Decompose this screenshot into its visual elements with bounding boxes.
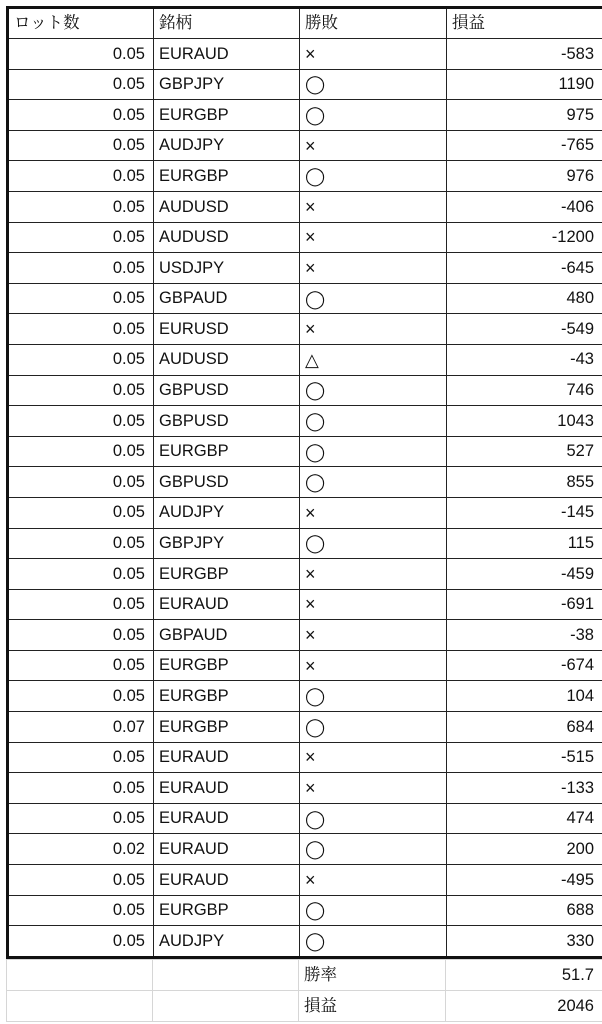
table-row: [8, 467, 602, 498]
lot-cell[interactable]: 0.05: [8, 926, 154, 958]
profit-cell[interactable]: -515: [447, 742, 602, 773]
symbol-cell[interactable]: EURUSD: [154, 314, 300, 345]
result-cell[interactable]: ×: [300, 589, 447, 620]
result-cell[interactable]: ◯: [300, 834, 447, 865]
table-row: [8, 100, 602, 131]
profit-cell[interactable]: 1043: [447, 406, 602, 437]
table-row: [8, 69, 602, 100]
empty-cell[interactable]: [7, 990, 153, 1021]
result-cell[interactable]: ×: [300, 620, 447, 651]
summary-row-profit: [7, 990, 602, 1021]
lot-cell[interactable]: 0.05: [8, 283, 154, 314]
result-cell[interactable]: ×: [300, 253, 447, 284]
profit-cell[interactable]: 688: [447, 895, 602, 926]
table-row: [8, 803, 602, 834]
symbol-cell[interactable]: USDJPY: [154, 253, 300, 284]
header-row: [8, 8, 602, 39]
lot-cell[interactable]: 0.05: [8, 161, 154, 192]
table-row: [8, 130, 602, 161]
lot-cell[interactable]: 0.05: [8, 528, 154, 559]
symbol-cell[interactable]: EURAUD: [154, 589, 300, 620]
result-cell[interactable]: ◯: [300, 436, 447, 467]
symbol-cell[interactable]: EURAUD: [154, 803, 300, 834]
symbol-cell[interactable]: GBPUSD: [154, 375, 300, 406]
profit-cell[interactable]: -43: [447, 344, 602, 375]
profit-cell[interactable]: -406: [447, 191, 602, 222]
profit-cell[interactable]: 527: [447, 436, 602, 467]
profit-cell[interactable]: 200: [447, 834, 602, 865]
result-cell[interactable]: ◯: [300, 375, 447, 406]
lot-cell[interactable]: 0.05: [8, 344, 154, 375]
trade-table-body: [8, 8, 602, 958]
lot-cell[interactable]: 0.05: [8, 589, 154, 620]
profit-cell[interactable]: 975: [447, 100, 602, 131]
result-cell[interactable]: ◯: [300, 406, 447, 437]
result-cell[interactable]: ◯: [300, 895, 447, 926]
symbol-cell[interactable]: AUDUSD: [154, 222, 300, 253]
symbol-cell[interactable]: EURGBP: [154, 436, 300, 467]
profit-cell[interactable]: 480: [447, 283, 602, 314]
summary-table: [6, 959, 602, 1022]
symbol-cell[interactable]: EURAUD: [154, 773, 300, 804]
trade-table: [6, 6, 602, 959]
empty-cell[interactable]: [7, 959, 153, 990]
profit-cell[interactable]: 1190: [447, 69, 602, 100]
result-cell[interactable]: ×: [300, 497, 447, 528]
lot-cell[interactable]: 0.05: [8, 436, 154, 467]
summary-label[interactable]: 勝率: [299, 959, 446, 990]
lot-cell[interactable]: 0.05: [8, 650, 154, 681]
table-row: [8, 222, 602, 253]
lot-cell[interactable]: 0.05: [8, 69, 154, 100]
table-row: [8, 375, 602, 406]
table-row: [8, 39, 602, 70]
profit-cell[interactable]: -674: [447, 650, 602, 681]
table-row: [8, 650, 602, 681]
symbol-cell[interactable]: EURGBP: [154, 100, 300, 131]
header-result[interactable]: 勝敗: [300, 8, 447, 39]
table-row: [8, 344, 602, 375]
table-row: [8, 865, 602, 896]
result-cell[interactable]: ◯: [300, 528, 447, 559]
table-row: [8, 773, 602, 804]
profit-cell[interactable]: -495: [447, 865, 602, 896]
lot-cell[interactable]: 0.05: [8, 895, 154, 926]
result-cell[interactable]: ×: [300, 39, 447, 70]
table-row: [8, 406, 602, 437]
result-cell[interactable]: ◯: [300, 467, 447, 498]
lot-cell[interactable]: 0.05: [8, 222, 154, 253]
symbol-cell[interactable]: GBPJPY: [154, 69, 300, 100]
table-row: [8, 895, 602, 926]
symbol-cell[interactable]: EURGBP: [154, 161, 300, 192]
result-cell[interactable]: ◯: [300, 69, 447, 100]
result-cell[interactable]: ×: [300, 222, 447, 253]
profit-cell[interactable]: -145: [447, 497, 602, 528]
profit-cell[interactable]: -765: [447, 130, 602, 161]
symbol-cell[interactable]: EURGBP: [154, 712, 300, 743]
result-cell[interactable]: ◯: [300, 283, 447, 314]
symbol-cell[interactable]: EURGBP: [154, 681, 300, 712]
summary-value[interactable]: 2046: [446, 990, 602, 1021]
profit-cell[interactable]: -549: [447, 314, 602, 345]
lot-cell[interactable]: 0.05: [8, 314, 154, 345]
lot-cell[interactable]: 0.05: [8, 375, 154, 406]
summary-value[interactable]: 51.7: [446, 959, 602, 990]
result-cell[interactable]: ×: [300, 314, 447, 345]
result-cell[interactable]: ×: [300, 650, 447, 681]
lot-cell[interactable]: 0.05: [8, 100, 154, 131]
symbol-cell[interactable]: AUDJPY: [154, 130, 300, 161]
lot-cell[interactable]: 0.05: [8, 559, 154, 590]
result-cell[interactable]: ×: [300, 191, 447, 222]
symbol-cell[interactable]: AUDJPY: [154, 926, 300, 958]
empty-cell[interactable]: [153, 990, 299, 1021]
profit-cell[interactable]: 115: [447, 528, 602, 559]
symbol-cell[interactable]: GBPAUD: [154, 620, 300, 651]
table-row: [8, 559, 602, 590]
profit-cell[interactable]: 474: [447, 803, 602, 834]
profit-cell[interactable]: 855: [447, 467, 602, 498]
profit-cell[interactable]: -459: [447, 559, 602, 590]
symbol-cell[interactable]: GBPUSD: [154, 467, 300, 498]
result-cell[interactable]: △: [300, 344, 447, 375]
table-row: [8, 253, 602, 284]
result-cell[interactable]: ◯: [300, 161, 447, 192]
symbol-cell[interactable]: AUDUSD: [154, 191, 300, 222]
lot-cell[interactable]: 0.05: [8, 406, 154, 437]
lot-cell[interactable]: 0.05: [8, 467, 154, 498]
symbol-cell[interactable]: GBPAUD: [154, 283, 300, 314]
profit-cell[interactable]: 330: [447, 926, 602, 958]
profit-cell[interactable]: -645: [447, 253, 602, 284]
table-row: [8, 497, 602, 528]
lot-cell[interactable]: 0.05: [8, 497, 154, 528]
result-cell[interactable]: ◯: [300, 926, 447, 958]
profit-cell[interactable]: -38: [447, 620, 602, 651]
table-row: [8, 191, 602, 222]
lot-cell[interactable]: 0.05: [8, 865, 154, 896]
symbol-cell[interactable]: GBPUSD: [154, 406, 300, 437]
symbol-cell[interactable]: AUDUSD: [154, 344, 300, 375]
table-row: [8, 589, 602, 620]
lot-cell[interactable]: 0.05: [8, 130, 154, 161]
lot-cell[interactable]: 0.05: [8, 253, 154, 284]
profit-cell[interactable]: -1200: [447, 222, 602, 253]
symbol-cell[interactable]: EURAUD: [154, 742, 300, 773]
symbol-cell[interactable]: GBPJPY: [154, 528, 300, 559]
symbol-cell[interactable]: EURAUD: [154, 39, 300, 70]
table-row: [8, 834, 602, 865]
symbol-cell[interactable]: EURGBP: [154, 559, 300, 590]
lot-cell[interactable]: 0.05: [8, 681, 154, 712]
profit-cell[interactable]: 104: [447, 681, 602, 712]
spreadsheet: [6, 6, 602, 1022]
result-cell[interactable]: ◯: [300, 712, 447, 743]
lot-cell[interactable]: 0.05: [8, 39, 154, 70]
result-cell[interactable]: ×: [300, 130, 447, 161]
lot-cell[interactable]: 0.02: [8, 834, 154, 865]
result-cell[interactable]: ×: [300, 742, 447, 773]
symbol-cell[interactable]: AUDJPY: [154, 497, 300, 528]
table-row: [8, 314, 602, 345]
symbol-cell[interactable]: EURGBP: [154, 895, 300, 926]
table-row: [8, 712, 602, 743]
result-cell[interactable]: ◯: [300, 681, 447, 712]
lot-cell[interactable]: 0.05: [8, 773, 154, 804]
profit-cell[interactable]: -583: [447, 39, 602, 70]
table-row: [8, 161, 602, 192]
profit-cell[interactable]: -691: [447, 589, 602, 620]
empty-cell[interactable]: [153, 959, 299, 990]
symbol-cell[interactable]: EURAUD: [154, 834, 300, 865]
symbol-cell[interactable]: EURAUD: [154, 865, 300, 896]
profit-cell[interactable]: 976: [447, 161, 602, 192]
header-profit[interactable]: 損益: [447, 8, 602, 39]
result-cell[interactable]: ◯: [300, 100, 447, 131]
result-cell[interactable]: ×: [300, 773, 447, 804]
table-row: [8, 283, 602, 314]
table-row: [8, 742, 602, 773]
table-row: [8, 681, 602, 712]
table-row: [8, 926, 602, 958]
symbol-cell[interactable]: EURGBP: [154, 650, 300, 681]
summary-row-win-rate: [7, 959, 602, 990]
result-cell[interactable]: ◯: [300, 803, 447, 834]
profit-cell[interactable]: 746: [447, 375, 602, 406]
header-lot[interactable]: ロット数: [8, 8, 154, 39]
lot-cell[interactable]: 0.05: [8, 620, 154, 651]
table-row: [8, 528, 602, 559]
lot-cell[interactable]: 0.05: [8, 803, 154, 834]
profit-cell[interactable]: -133: [447, 773, 602, 804]
lot-cell[interactable]: 0.07: [8, 712, 154, 743]
table-row: [8, 620, 602, 651]
result-cell[interactable]: ×: [300, 559, 447, 590]
table-row: [8, 436, 602, 467]
result-cell[interactable]: ×: [300, 865, 447, 896]
summary-label[interactable]: 損益: [299, 990, 446, 1021]
header-symbol[interactable]: 銘柄: [154, 8, 300, 39]
lot-cell[interactable]: 0.05: [8, 742, 154, 773]
lot-cell[interactable]: 0.05: [8, 191, 154, 222]
profit-cell[interactable]: 684: [447, 712, 602, 743]
